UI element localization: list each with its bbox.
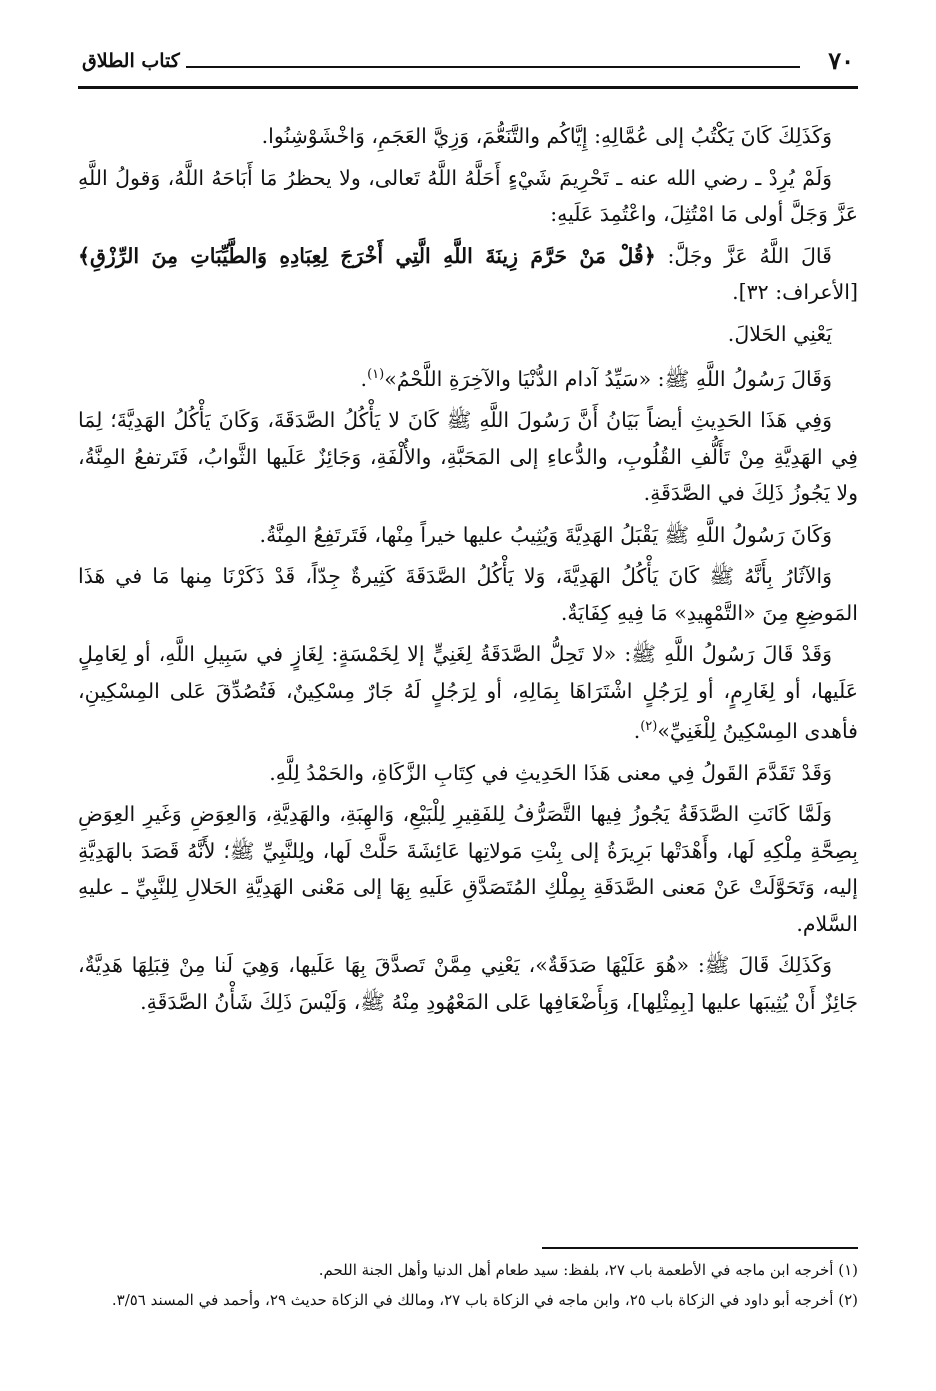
hadith-end: . xyxy=(360,366,368,391)
hadith-text: وَقَدْ قَالَ رَسُولُ اللَّهِ ﷺ: «لا تَحِلُّ الصَّدَقَةُ لِغَنِيٍّ إلا لِخَمْسَةٍ: لِغَازٍ في سَبِيلِ اللَّهِ، أو لِعَامِلٍ عَلَيها، أو لِغَارِمٍ، أو لِرَجُلٍ اشْتَرَاهَا بِمَالِهِ، أو لِرَجُلٍ لَهُ جَارٌ مِسْكِينٌ، فَتُصُدِّقَ عَلى المِسْكِينِ، فأهدى المِسْكِينُ لِلْغَنِيِّ» xyxy=(78,642,858,744)
footnote: (٢) أخرجه أبو داود في الزكاة باب ٢٥، وابن ماجه في الزكاة باب ٢٧، ومالك في الزكاة حديث ٢٩، وأحمد في المسند ٣/٥٦. xyxy=(111,1291,858,1309)
paragraph: وَلَمَّا كَانَتِ الصَّدَقَةُ يَجُوزُ فِيها التَّصَرُّفُ لِلفَقِيرِ لِلْبَيْعِ، وَالهِبَةِ، والهَدِيَّةِ، وَالعِوَضِ وَغَيرِ العِوَضِ بِصِحَّةِ مِلْكِهِ لَها، وأَهْدَتْها بَرِيرَةُ إلى بِنْتِ مَولاتِها عَائِشَةَ حَلَّتْ لَها، ولِلنَّبِيِّ ﷺ؛ لأَنَّهُ قَصَدَ بالهَدِيَّةِ إليه، وَتَحَوَّلَتْ عَنْ مَعنى الصَّدَقَةِ بِمِلْكِ المُتَصَدَّقِ عَلَيهِ بِهَا إلى مَعْنى الهَدِيَّةِ الحَلالِ لِلنَّبِيِّ ـ عليهِ السَّلام. xyxy=(78,802,858,936)
quran-intro: قَالَ اللَّهُ عَزَّ وجَلَّ: xyxy=(667,243,832,268)
paragraph: وَالآثَارُ بِأَنَّهُ ﷺ كَانَ يَأْكُلُ الهَدِيَّةَ، وَلا يَأْكُلُ الصَّدَقَةَ كَثِيرةٌ جِدّاً، قَدْ ذَكَرْنَا مِنها مَا في هَذَا المَوضِعِ مِنَ «التَّمْهِيدِ» مَا فِيهِ كِفَايَةٌ. xyxy=(78,564,858,625)
paragraph: وَكَذَلِكَ كَانَ يَكْتُبُ إلى عُمَّالِهِ: إِيَّاكُم والتَّنَعُّمَ، وَزِيَّ العَجَمِ، وَاخْشَوْشِنُوا. xyxy=(261,124,832,148)
paragraph: وَكَذَلِكَ قَالَ ﷺ: «هُوَ عَلَيْهَا صَدَقَةٌ»، يَعْنِي مِمَّنْ تَصدَّقَ بِهَا عَلَيها، وَهِيَ لَنا مِنْ قِبَلِهَا هَدِيَّةٌ، جَائِزٌ أَنْ يُثِيبَها عليها [بِمِثْلِها]، وَبِأَضْعَافِها عَلى المَعْهُودِ مِنْهُ ﷺ، وَلَيْسَ ذَلِكَ شَأْنُ الصَّدَقَةِ. xyxy=(78,953,858,1014)
paragraph: وَلَمْ يُرِدْ ـ رضي الله عنه ـ تَحْرِيمَ شَيْءٍ أَحَلَّهُ اللَّهُ تَعالى، ولا يحظرُ مَا أَبَاحَهُ اللَّهُ، وَقولُ اللَّهِ عَزَّ وَجَلَّ أولى مَا امْتُثِلَ، واعْتُمِدَ عَلَيهِ: xyxy=(78,165,858,226)
paragraph: وَفِي هَذَا الحَدِيثِ أيضاً بَيَانُ أَنَّ رَسُولَ اللَّهِ ﷺ كَانَ لا يَأْكُلُ الصَّدَقَةَ، وَكَانَ يَأْكُلُ الهَدِيَّةَ؛ لِمَا فِي الهَدِيَّةِ مِنْ تَأَلُّفِ القُلُوبِ، والدُّعاءِ إلى المَحَبَّةِ، والأُلْفَةِ، وَجَائِزٌ عَلَيها الثَّوابُ، فَتَرتفعُ المِنَّةُ، ولا يَجُوزُ ذَلِكَ في الصَّدَقَةِ. xyxy=(78,408,858,506)
footnote: (١) أخرجه ابن ماجه في الأطعمة باب ٢٧، بلفظ: سيد طعام أهل الدنيا وأهل الجنة اللحم. xyxy=(318,1261,858,1279)
page-header xyxy=(78,42,858,82)
header-dash xyxy=(186,66,800,68)
footnote-separator xyxy=(542,1247,858,1249)
quran-paragraph xyxy=(78,238,858,311)
header-rule xyxy=(78,86,858,89)
main-text xyxy=(78,118,858,1025)
paragraph: وَقَدْ تَقَدَّمَ القَولُ فِي معنى هَذَا الحَدِيثِ في كِتَابِ الزَّكَاةِ، والحَمْدُ لِلَّهِ. xyxy=(269,760,832,785)
footnotes xyxy=(78,1256,858,1316)
hadith-text: وَقَالَ رَسُولُ اللَّهِ ﷺ: «سَيِّدُ آدام الدُّنْيَا والآخِرَةِ اللَّحْمُ» xyxy=(384,366,832,391)
paragraph: يَعْنِي الحَلالَ. xyxy=(727,321,832,346)
quran-verse: ﴿قُلْ مَنْ حَرَّمَ زِينَةَ اللَّهِ الَّتِي أَخْرَجَ لِعِبَادِهِ وَالطَّيِّبَاتِ مِنَ الرِّزْقِ﴾ xyxy=(78,243,656,268)
page-number: ٧٠ xyxy=(828,46,854,75)
running-title: كتاب الطلاق xyxy=(82,50,180,72)
hadith-paragraph xyxy=(78,636,858,749)
footnote-ref: (٢) xyxy=(640,719,658,735)
hadith-paragraph xyxy=(78,357,858,397)
footnote-ref: (١) xyxy=(367,367,385,382)
quran-reference: [الأعراف: ٣٢]. xyxy=(732,280,858,304)
hadith-end: . xyxy=(633,719,641,744)
paragraph: وَكَانَ رَسُولُ اللَّهِ ﷺ يَقْبَلُ الهَدِيَّةَ وَيُثِيبُ عليها خيراً مِنْها، فَتَرتَفِعُ المِنَّةُ. xyxy=(259,522,832,547)
